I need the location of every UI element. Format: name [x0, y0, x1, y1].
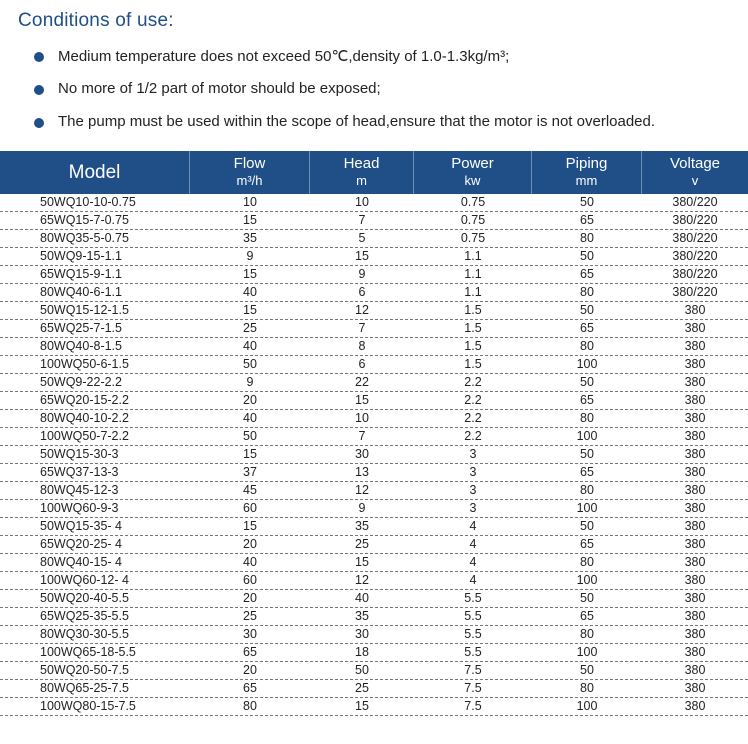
cell-power: 4: [469, 555, 477, 569]
bullet-icon: [34, 85, 44, 95]
cell-flow: 45: [243, 483, 257, 497]
cell-power: 0.75: [460, 213, 486, 227]
cell-piping: 80: [580, 627, 594, 641]
cell-voltage: 380/220: [672, 249, 718, 263]
cell-voltage: 380: [684, 663, 706, 677]
cell-model: 80WQ45-12-3: [40, 483, 119, 497]
table-row: [0, 482, 748, 500]
cell-flow: 20: [243, 537, 257, 551]
cell-power: 1.1: [464, 267, 482, 281]
cell-model: 50WQ9-22-2.2: [40, 375, 122, 389]
page-title: Conditions of use:: [18, 10, 174, 31]
cell-head: 15: [355, 393, 369, 407]
condition-text: No more of 1/2 part of motor should be exposed;: [58, 80, 381, 97]
cell-power: 2.2: [464, 411, 482, 425]
cell-voltage: 380: [684, 483, 706, 497]
cell-flow: 40: [243, 339, 257, 353]
cell-voltage: 380: [684, 501, 706, 515]
cell-power: 1.5: [464, 339, 482, 353]
cell-model: 80WQ35-5-0.75: [40, 231, 129, 245]
table-row: [0, 302, 748, 320]
cell-power: 5.5: [464, 627, 482, 641]
cell-power: 1.5: [464, 303, 482, 317]
header-head-unit: m: [356, 173, 367, 188]
cell-model: 65WQ15-9-1.1: [40, 267, 122, 281]
cell-piping: 100: [576, 699, 598, 713]
header-flow-label: Flow: [233, 155, 266, 172]
cell-model: 65WQ20-25- 4: [40, 537, 122, 551]
cell-power: 1.1: [464, 285, 482, 299]
table-row: [0, 356, 748, 374]
cell-piping: 65: [580, 465, 594, 479]
cell-piping: 50: [580, 663, 594, 677]
cell-voltage: 380: [684, 411, 706, 425]
cell-model: 65WQ20-15-2.2: [40, 393, 129, 407]
cell-piping: 50: [580, 447, 594, 461]
cell-flow: 15: [243, 213, 257, 227]
cell-power: 2.2: [464, 375, 482, 389]
cell-flow: 25: [243, 609, 257, 623]
cell-flow: 80: [243, 699, 257, 713]
cell-flow: 40: [243, 411, 257, 425]
cell-power: 7.5: [464, 681, 482, 695]
table-row: [0, 554, 748, 572]
cell-power: 4: [469, 519, 477, 533]
cell-voltage: 380: [684, 573, 706, 587]
cell-model: 50WQ10-10-0.75: [40, 195, 136, 209]
cell-piping: 100: [576, 501, 598, 515]
cell-flow: 15: [243, 267, 257, 281]
cell-flow: 15: [243, 519, 257, 533]
cell-model: 80WQ30-30-5.5: [40, 627, 129, 641]
cell-voltage: 380: [684, 537, 706, 551]
cell-head: 8: [358, 339, 366, 353]
cell-voltage: 380: [684, 321, 706, 335]
cell-flow: 50: [243, 429, 257, 443]
table-row: [0, 428, 748, 446]
cell-flow: 20: [243, 591, 257, 605]
cell-power: 0.75: [460, 195, 486, 209]
cell-power: 1.5: [464, 321, 482, 335]
cell-flow: 25: [243, 321, 257, 335]
cell-piping: 50: [580, 249, 594, 263]
cell-power: 3: [469, 483, 477, 497]
header-power-unit: kw: [464, 173, 481, 188]
table-row: [0, 338, 748, 356]
cell-flow: 65: [243, 681, 257, 695]
cell-power: 3: [469, 501, 477, 515]
header-model-label: Model: [68, 162, 121, 183]
table-row: [0, 698, 748, 716]
cell-flow: 20: [243, 393, 257, 407]
cell-piping: 65: [580, 537, 594, 551]
cell-voltage: 380: [684, 519, 706, 533]
cell-head: 30: [355, 627, 369, 641]
cell-head: 9: [358, 501, 366, 515]
cell-flow: 65: [243, 645, 257, 659]
header-flow: [190, 151, 310, 194]
cell-head: 12: [355, 483, 369, 497]
cell-piping: 65: [580, 609, 594, 623]
cell-flow: 37: [243, 465, 257, 479]
cell-head: 35: [355, 519, 369, 533]
cell-model: 50WQ20-40-5.5: [40, 591, 129, 605]
cell-model: 50WQ15-30-3: [40, 447, 119, 461]
cell-piping: 80: [580, 339, 594, 353]
cell-model: 50WQ15-35- 4: [40, 519, 122, 533]
header-piping: [532, 151, 642, 194]
table-row: [0, 662, 748, 680]
cell-power: 7.5: [464, 663, 482, 677]
table-row: [0, 536, 748, 554]
header-power-label: Power: [451, 155, 494, 172]
cell-power: 3: [469, 447, 477, 461]
cell-model: 100WQ80-15-7.5: [40, 699, 136, 713]
cell-voltage: 380: [684, 609, 706, 623]
cell-flow: 35: [243, 231, 257, 245]
table-row: [0, 644, 748, 662]
header-model: [0, 151, 190, 194]
cell-piping: 50: [580, 591, 594, 605]
cell-piping: 100: [576, 573, 598, 587]
cell-flow: 50: [243, 357, 257, 371]
cell-head: 15: [355, 249, 369, 263]
cell-model: 80WQ40-8-1.5: [40, 339, 122, 353]
condition-text: Medium temperature does not exceed 50℃,density of 1.0-1.3kg/m³;: [58, 48, 510, 65]
cell-head: 15: [355, 555, 369, 569]
table-row: [0, 680, 748, 698]
condition-text: The pump must be used within the scope of head,ensure that the motor is not overloaded.: [58, 113, 656, 130]
cell-head: 10: [355, 195, 369, 209]
cell-piping: 80: [580, 555, 594, 569]
cell-power: 5.5: [464, 609, 482, 623]
cell-flow: 15: [243, 303, 257, 317]
cell-piping: 80: [580, 483, 594, 497]
header-voltage: [642, 151, 748, 194]
cell-flow: 40: [243, 555, 257, 569]
cell-piping: 80: [580, 231, 594, 245]
table-row: [0, 248, 748, 266]
cell-model: 80WQ65-25-7.5: [40, 681, 129, 695]
cell-voltage: 380: [684, 627, 706, 641]
cell-voltage: 380: [684, 681, 706, 695]
cell-head: 22: [355, 375, 369, 389]
cell-head: 40: [355, 591, 369, 605]
table-row: [0, 500, 748, 518]
cell-head: 12: [355, 303, 369, 317]
header-voltage-unit: v: [691, 173, 699, 188]
cell-piping: 50: [580, 303, 594, 317]
table-row: [0, 374, 748, 392]
header-head-label: Head: [343, 155, 380, 172]
cell-model: 50WQ20-50-7.5: [40, 663, 129, 677]
cell-head: 30: [355, 447, 369, 461]
bullet-icon: [34, 118, 44, 128]
cell-voltage: 380: [684, 465, 706, 479]
cell-flow: 20: [243, 663, 257, 677]
cell-head: 6: [358, 357, 366, 371]
cell-power: 3: [469, 465, 477, 479]
cell-voltage: 380: [684, 339, 706, 353]
table-row: [0, 572, 748, 590]
cell-model: 100WQ50-7-2.2: [40, 429, 129, 443]
cell-flow: 30: [243, 627, 257, 641]
cell-piping: 80: [580, 411, 594, 425]
cell-flow: 15: [243, 447, 257, 461]
table-body: [0, 194, 748, 716]
cell-voltage: 380/220: [672, 285, 718, 299]
header-flow-unit: m³/h: [236, 173, 263, 188]
table-row: [0, 212, 748, 230]
cell-piping: 50: [580, 375, 594, 389]
header-power: [414, 151, 532, 194]
cell-head: 18: [355, 645, 369, 659]
cell-head: 15: [355, 699, 369, 713]
table-row: [0, 230, 748, 248]
cell-power: 4: [469, 537, 477, 551]
cell-power: 7.5: [464, 699, 482, 713]
cell-power: 5.5: [464, 591, 482, 605]
cell-voltage: 380: [684, 591, 706, 605]
cell-head: 7: [358, 321, 366, 335]
header-piping-unit: mm: [575, 173, 598, 188]
cell-model: 65WQ37-13-3: [40, 465, 119, 479]
header-voltage-label: Voltage: [669, 155, 721, 172]
cell-piping: 100: [576, 357, 598, 371]
cell-model: 50WQ9-15-1.1: [40, 249, 122, 263]
cell-head: 5: [358, 231, 366, 245]
bullet-icon: [34, 52, 44, 62]
table-row: [0, 446, 748, 464]
cell-power: 0.75: [460, 231, 486, 245]
cell-head: 7: [358, 213, 366, 227]
table-row: [0, 464, 748, 482]
cell-power: 4: [469, 573, 477, 587]
cell-head: 9: [358, 267, 366, 281]
cell-piping: 80: [580, 285, 594, 299]
table-row: [0, 320, 748, 338]
cell-flow: 9: [246, 375, 254, 389]
cell-voltage: 380: [684, 429, 706, 443]
table-row: [0, 410, 748, 428]
cell-power: 5.5: [464, 645, 482, 659]
cell-model: 50WQ15-12-1.5: [40, 303, 129, 317]
cell-head: 50: [355, 663, 369, 677]
cell-model: 100WQ50-6-1.5: [40, 357, 129, 371]
table-header: [0, 151, 748, 194]
cell-power: 1.5: [464, 357, 482, 371]
cell-head: 7: [358, 429, 366, 443]
cell-head: 25: [355, 681, 369, 695]
cell-piping: 50: [580, 519, 594, 533]
cell-model: 65WQ25-35-5.5: [40, 609, 129, 623]
cell-model: 80WQ40-6-1.1: [40, 285, 122, 299]
cell-head: 6: [358, 285, 366, 299]
cell-model: 65WQ25-7-1.5: [40, 321, 122, 335]
cell-flow: 40: [243, 285, 257, 299]
table-row: [0, 608, 748, 626]
cell-model: 65WQ15-7-0.75: [40, 213, 129, 227]
cell-power: 2.2: [464, 429, 482, 443]
table-row: [0, 518, 748, 536]
cell-piping: 80: [580, 681, 594, 695]
cell-voltage: 380/220: [672, 267, 718, 281]
cell-piping: 65: [580, 393, 594, 407]
cell-power: 1.1: [464, 249, 482, 263]
header-piping-label: Piping: [565, 155, 608, 172]
cell-piping: 65: [580, 267, 594, 281]
table-row: [0, 392, 748, 410]
table-row: [0, 626, 748, 644]
cell-power: 2.2: [464, 393, 482, 407]
cell-voltage: 380: [684, 555, 706, 569]
cell-voltage: 380: [684, 303, 706, 317]
cell-voltage: 380/220: [672, 213, 718, 227]
cell-head: 25: [355, 537, 369, 551]
cell-model: 80WQ40-10-2.2: [40, 411, 129, 425]
cell-voltage: 380: [684, 699, 706, 713]
table-row: [0, 284, 748, 302]
cell-flow: 9: [246, 249, 254, 263]
cell-voltage: 380: [684, 375, 706, 389]
cell-model: 100WQ60-12- 4: [40, 573, 129, 587]
cell-voltage: 380: [684, 645, 706, 659]
cell-piping: 65: [580, 321, 594, 335]
cell-flow: 60: [243, 501, 257, 515]
cell-head: 10: [355, 411, 369, 425]
table-row: [0, 194, 748, 212]
table-row: [0, 266, 748, 284]
cell-voltage: 380: [684, 357, 706, 371]
cell-model: 100WQ65-18-5.5: [40, 645, 136, 659]
cell-piping: 65: [580, 213, 594, 227]
header-head: [310, 151, 414, 194]
cell-model: 80WQ40-15- 4: [40, 555, 122, 569]
cell-voltage: 380: [684, 393, 706, 407]
cell-voltage: 380: [684, 447, 706, 461]
cell-piping: 100: [576, 645, 598, 659]
cell-voltage: 380/220: [672, 231, 718, 245]
cell-head: 12: [355, 573, 369, 587]
cell-voltage: 380/220: [672, 195, 718, 209]
cell-flow: 60: [243, 573, 257, 587]
cell-head: 35: [355, 609, 369, 623]
cell-head: 13: [355, 465, 369, 479]
cell-model: 100WQ60-9-3: [40, 501, 119, 515]
cell-piping: 50: [580, 195, 594, 209]
table-row: [0, 590, 748, 608]
cell-flow: 10: [243, 195, 257, 209]
cell-piping: 100: [576, 429, 598, 443]
